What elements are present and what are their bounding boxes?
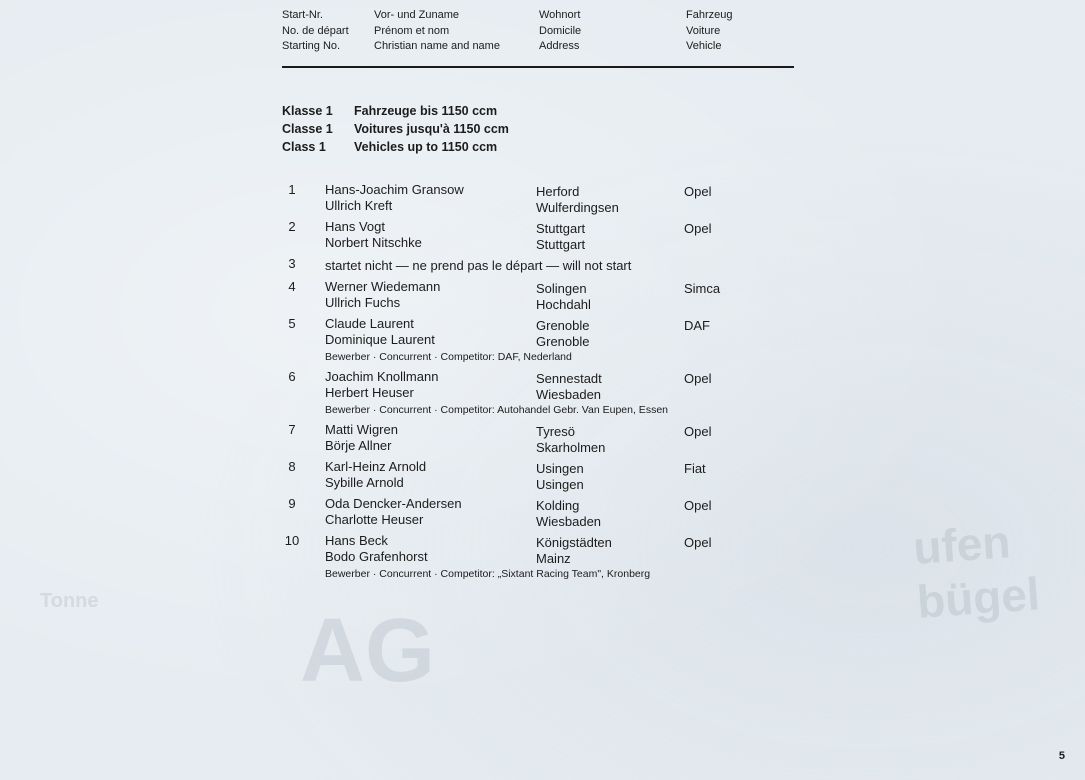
- start-number: 10: [284, 533, 300, 548]
- vehicle: Opel: [684, 498, 712, 513]
- addresses: Stuttgart Stuttgart: [536, 221, 586, 252]
- entry-row: [282, 496, 802, 528]
- entry-row: [282, 256, 802, 274]
- addresses: Usingen Usingen: [536, 461, 584, 492]
- start-number: 7: [288, 422, 296, 437]
- header-vehicle: Fahrzeug Voiture Vehicle: [686, 9, 733, 52]
- entry-row: [282, 182, 802, 214]
- addresses: Grenoble Grenoble: [536, 318, 590, 349]
- page-number: 5: [1058, 750, 1065, 762]
- vehicle: DAF: [684, 318, 710, 333]
- vehicle: Opel: [684, 535, 712, 550]
- start-number: 4: [288, 279, 296, 294]
- addresses: Herford Wulferdingsen: [536, 184, 619, 215]
- show-through-fragment: Tonne: [40, 590, 99, 612]
- entry-row: [282, 533, 802, 581]
- entry-row: [282, 422, 802, 454]
- vehicle: Opel: [684, 221, 712, 236]
- drivers: Hans Beck Bodo Grafenhorst: [325, 533, 428, 564]
- show-through-logo: AG: [300, 601, 435, 701]
- header-start-number: Start-Nr. No. de départ Starting No.: [282, 9, 349, 52]
- vehicle: Opel: [684, 424, 712, 439]
- addresses: Tyresö Skarholmen: [536, 424, 606, 455]
- drivers: Hans-Joachim Gransow Ullrich Kreft: [325, 182, 464, 213]
- drivers: Joachim Knollmann Herbert Heuser: [325, 369, 439, 400]
- addresses: Sennestadt Wiesbaden: [536, 371, 602, 402]
- drivers: Hans Vogt Norbert Nitschke: [325, 219, 422, 250]
- drivers: Claude Laurent Dominique Laurent: [325, 316, 435, 347]
- entry-row: [282, 459, 802, 491]
- non-starter-note: startet nicht — ne prend pas le départ — will not start: [325, 258, 632, 273]
- class-heading-de: Klasse 1 Fahrzeuge bis 1150 ccm: [282, 104, 498, 118]
- drivers: Matti Wigren Börje Allner: [325, 422, 398, 453]
- addresses: Solingen Hochdahl: [536, 281, 591, 312]
- header-divider: [282, 66, 794, 68]
- class-heading-en: Class 1 Vehicles up to 1150 ccm: [282, 140, 498, 154]
- drivers: Werner Wiedemann Ullrich Fuchs: [325, 279, 441, 310]
- start-number: 8: [288, 459, 296, 474]
- start-number: 2: [288, 219, 296, 234]
- entry-row: [282, 316, 802, 364]
- show-through-text: ufen bügel: [911, 515, 1042, 628]
- competitor-line: Bewerber · Concurrent · Competitor: „Sixtant Racing Team", Kronberg: [325, 568, 651, 580]
- header-address: Wohnort Domicile Address: [539, 9, 582, 52]
- competitor-line: Bewerber · Concurrent · Competitor: Autohandel Gebr. Van Eupen, Essen: [325, 404, 668, 416]
- start-number: 6: [288, 369, 296, 384]
- entry-list: [282, 182, 802, 586]
- vehicle: Opel: [684, 371, 712, 386]
- competitor-line: Bewerber · Concurrent · Competitor: DAF, Nederland: [325, 351, 572, 363]
- entry-row: [282, 219, 802, 251]
- entry-row: [282, 369, 802, 417]
- addresses: Königstädten Mainz: [536, 535, 612, 566]
- entry-row: [282, 279, 802, 311]
- drivers: Oda Dencker-Andersen Charlotte Heuser: [325, 496, 462, 527]
- vehicle: Opel: [684, 184, 712, 199]
- drivers: Karl-Heinz Arnold Sybille Arnold: [325, 459, 427, 490]
- class-heading: [282, 102, 509, 156]
- column-header: [282, 8, 794, 68]
- addresses: Kolding Wiesbaden: [536, 498, 602, 529]
- start-number: 3: [288, 256, 296, 271]
- start-number: 9: [288, 496, 296, 511]
- start-number: 1: [288, 182, 296, 197]
- start-number: 5: [288, 316, 296, 331]
- vehicle: Simca: [684, 281, 721, 296]
- header-name: Vor- und Zuname Prénom et nom Christian name and name: [374, 9, 500, 52]
- vehicle: Fiat: [684, 461, 706, 476]
- class-heading-fr: Classe 1 Voitures jusqu'à 1150 ccm: [282, 122, 509, 136]
